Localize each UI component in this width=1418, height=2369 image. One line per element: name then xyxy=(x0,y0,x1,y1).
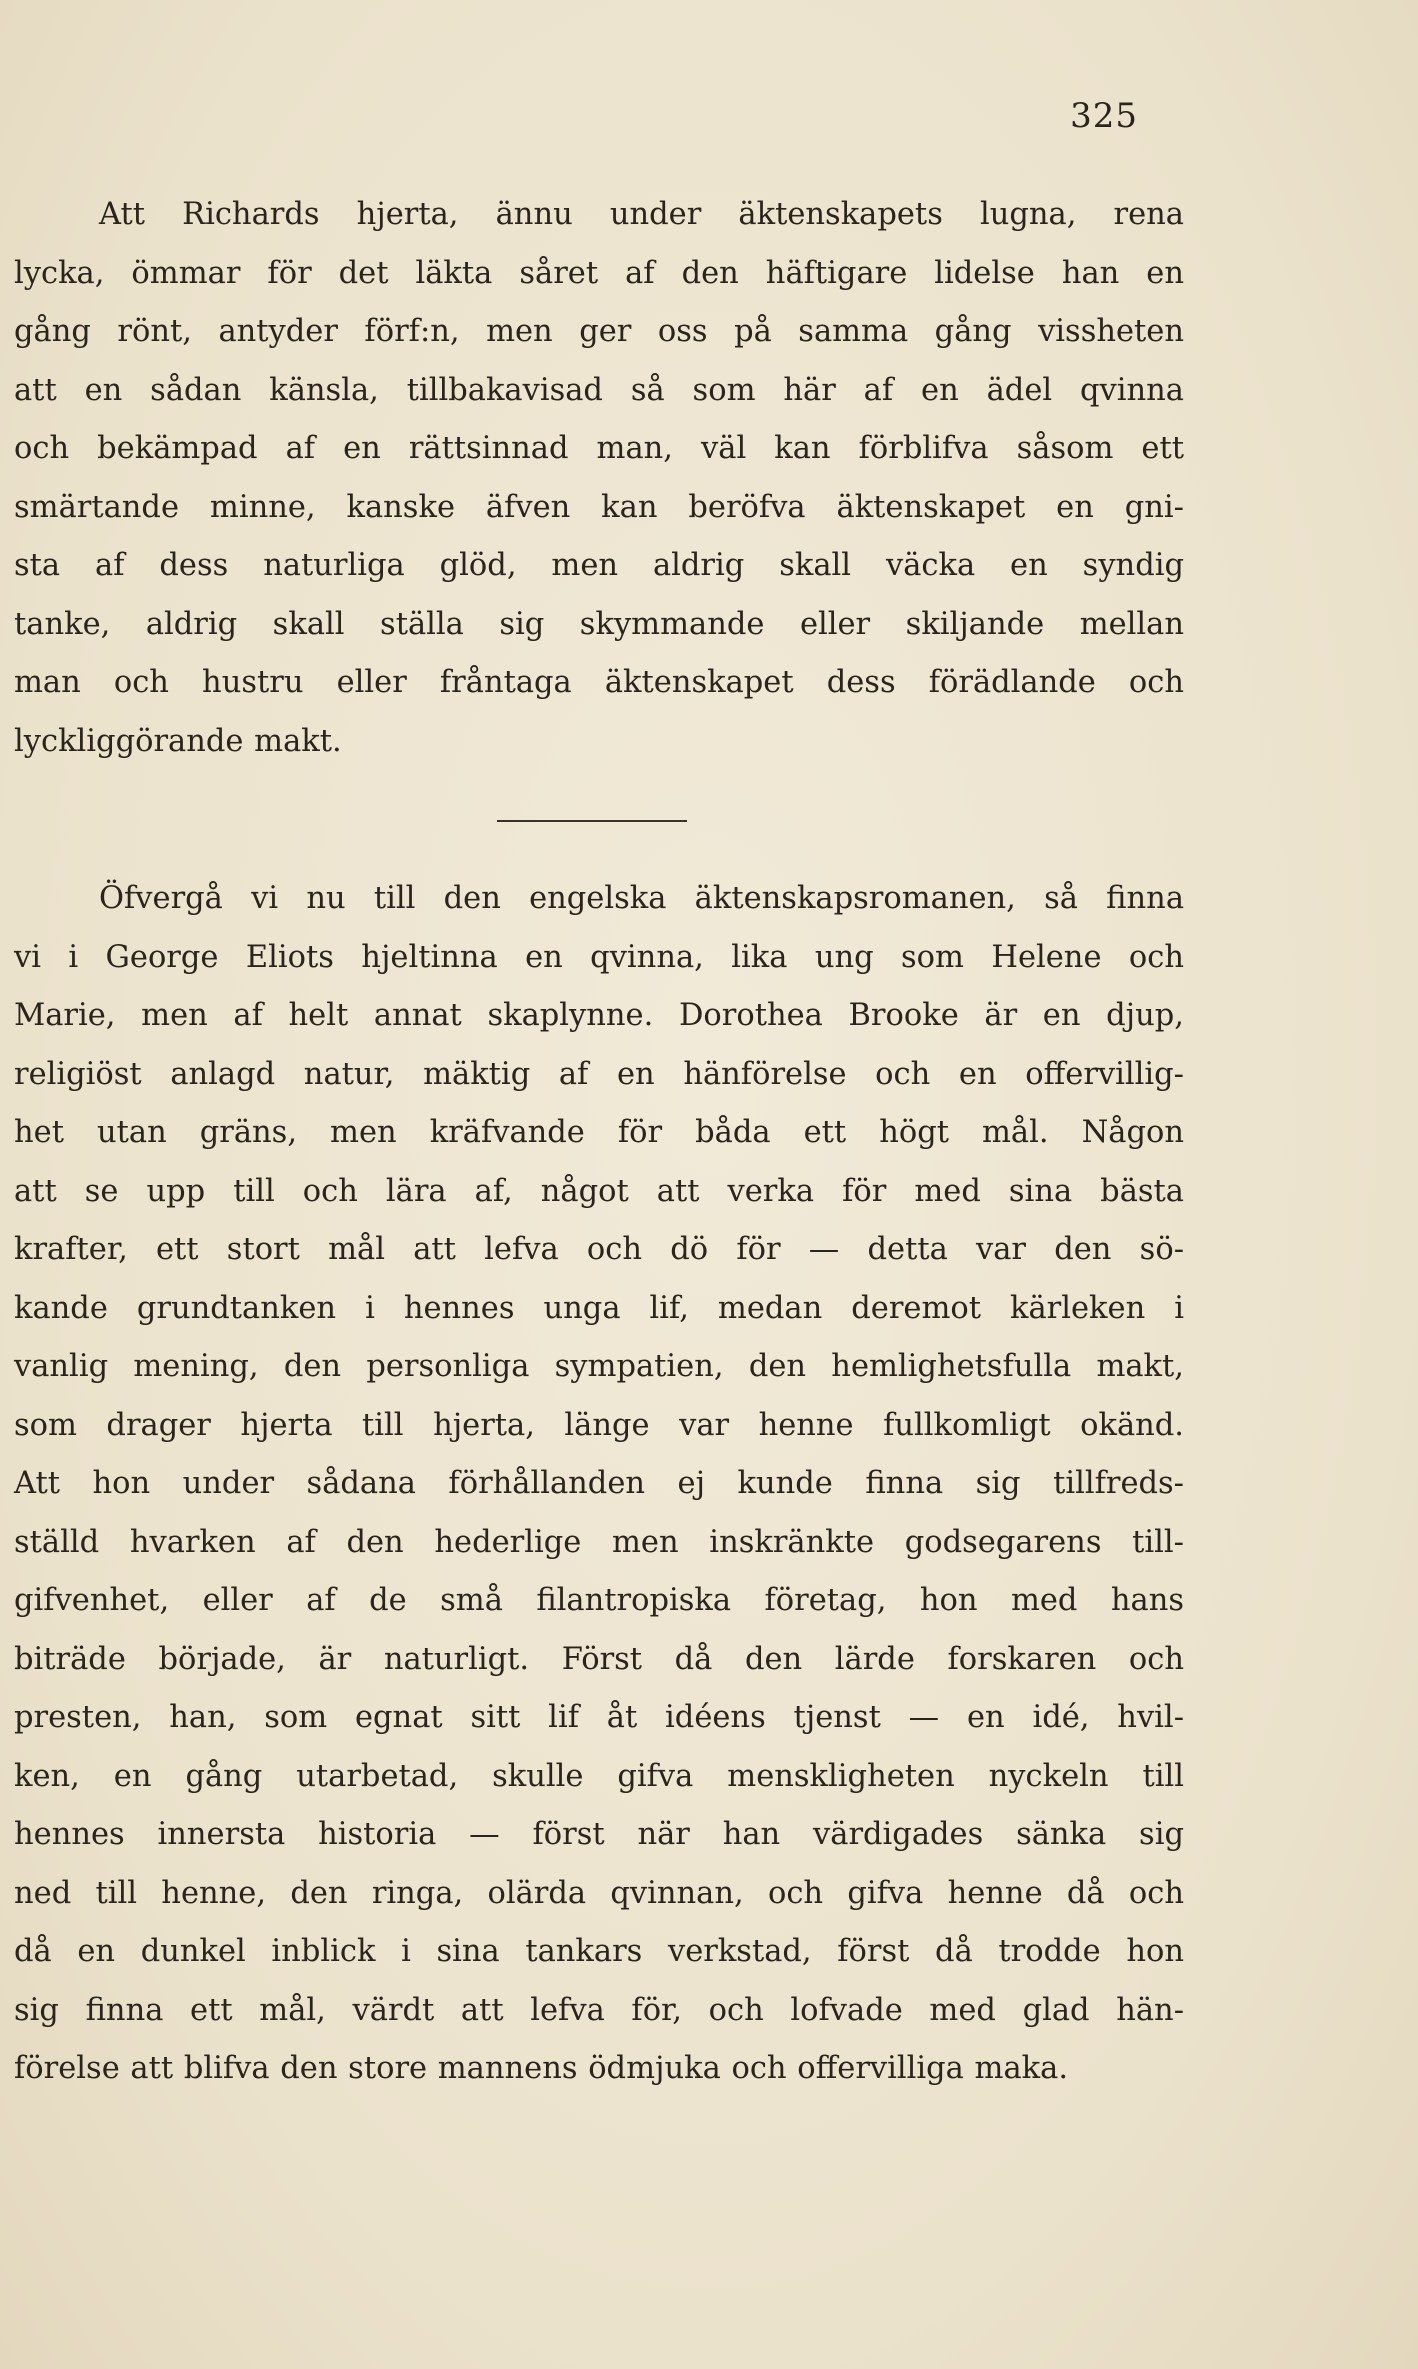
text-line: presten, han, som egnat sitt lif åt idéens tjenst — en idé, hvil- xyxy=(14,1700,1184,1735)
text-line: förelse att blifva den store mannens ödmjuka och offervilliga maka. xyxy=(14,2051,1069,2086)
text-line: biträde började, är naturligt. Först då den lärde forskaren och xyxy=(14,1641,1184,1677)
section-separator xyxy=(497,820,687,822)
paragraph-2 xyxy=(14,870,1184,2099)
text-line: gifvenhet, eller af de små filantropiska företag, hon med hans xyxy=(14,1583,1184,1618)
text-line: ställd hvarken af den hederlige men inskränkte godsegarens till- xyxy=(14,1524,1184,1560)
text-line: som drager hjerta till hjerta, länge var henne fullkomligt okänd. xyxy=(14,1407,1184,1443)
text-line: smärtande minne, kanske äfven kan beröfva äktenskapet en gni- xyxy=(14,489,1184,525)
text-line: ned till henne, den ringa, olärda qvinnan, och gifva henne då och xyxy=(14,1875,1184,1911)
text-line: krafter, ett stort mål att lefva och dö för — detta var den sö- xyxy=(14,1232,1184,1267)
text-line: man och hustru eller fråntaga äktenskapet dess förädlande och xyxy=(14,665,1184,700)
paragraph-1 xyxy=(14,186,1184,771)
text-line: Marie, men af helt annat skaplynne. Dorothea Brooke är en djup, xyxy=(14,998,1184,1033)
text-line: och bekämpad af en rättsinnad man, väl kan förblifva såsom ett xyxy=(14,431,1184,466)
text-line: tanke, aldrig skall ställa sig skymmande eller skiljande mellan xyxy=(14,606,1184,642)
text-line: Att Richards hjerta, ännu under äktenskapets lugna, rena xyxy=(99,197,1184,232)
text-line: het utan gräns, men kräfvande för båda ett högt mål. Någon xyxy=(14,1115,1184,1150)
text-line: vi i George Eliots hjeltinna en qvinna, lika ung som Helene och xyxy=(14,939,1184,975)
text-line: ken, en gång utarbetad, skulle gifva menskligheten nyckeln till xyxy=(14,1758,1184,1794)
text-line: Att hon under sådana förhållanden ej kunde finna sig tillfreds- xyxy=(14,1466,1184,1501)
text-line: lyckliggörande makt. xyxy=(14,723,342,759)
text-line: att se upp till och lära af, något att verka för med sina bästa xyxy=(14,1173,1184,1209)
text-line: kande grundtanken i hennes unga lif, medan deremot kärleken i xyxy=(14,1290,1184,1326)
text-line: då en dunkel inblick i sina tankars verkstad, först då trodde hon xyxy=(14,1934,1184,1969)
text-line: gång rönt, antyder förf:n, men ger oss på samma gång vissheten xyxy=(14,314,1184,349)
text-line: hennes innersta historia — först när han värdigades sänka sig xyxy=(14,1817,1184,1852)
text-line: vanlig mening, den personliga sympatien, den hemlighetsfulla makt, xyxy=(14,1349,1184,1384)
page-number: 325 xyxy=(1070,96,1138,136)
text-line: lycka, ömmar för det läkta såret af den häftigare lidelse han en xyxy=(14,255,1184,291)
text-line: sta af dess naturliga glöd, men aldrig skall väcka en syndig xyxy=(14,548,1184,583)
text-line: att en sådan känsla, tillbakavisad så som här af en ädel qvinna xyxy=(14,372,1184,408)
text-line: sig finna ett mål, värdt att lefva för, och lofvade med glad hän- xyxy=(14,1992,1184,2028)
text-line: Öfvergå vi nu till den engelska äktenskapsromanen, så finna xyxy=(99,881,1184,916)
text-line: religiöst anlagd natur, mäktig af en hänförelse och en offervillig- xyxy=(14,1056,1184,1092)
